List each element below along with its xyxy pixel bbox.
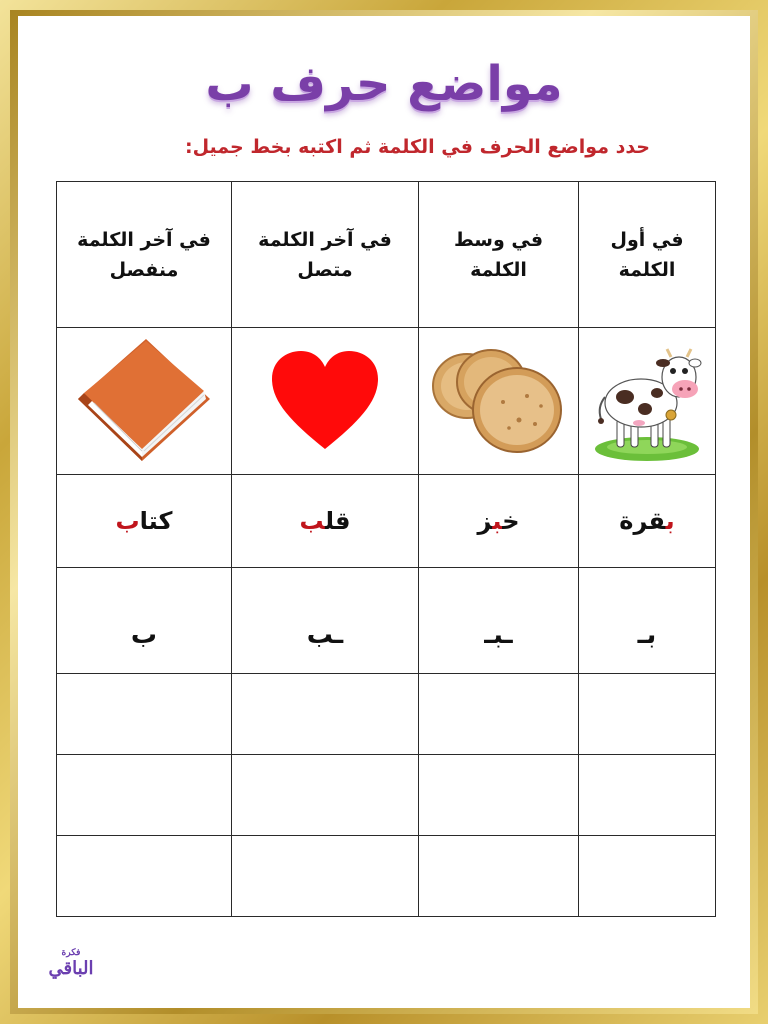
word-cell-heart [232, 475, 419, 568]
word-cell-cow [579, 475, 716, 568]
word-bread [477, 507, 519, 535]
header-row [57, 182, 716, 328]
practice-cell[interactable] [579, 674, 716, 755]
header-end-separate-line1: في آخر الكلمة [77, 228, 211, 251]
letter-form-end-separate: ب [130, 619, 158, 650]
worksheet-title: مواضع حرف ب [205, 56, 563, 112]
picture-cell-book [57, 328, 232, 475]
letter-position-table [56, 181, 716, 917]
letter-form-middle: ـبـ [484, 619, 513, 650]
word-cell-book [57, 475, 232, 568]
picture-cell-heart [232, 328, 419, 475]
practice-cell[interactable] [419, 836, 579, 917]
header-end-connected-line1: في آخر الكلمة [258, 228, 392, 251]
practice-cell[interactable] [232, 836, 419, 917]
letter-form-start: بـ [637, 619, 657, 650]
word-heart-before: قل [324, 507, 351, 535]
word-cow-after: قرة [619, 507, 666, 535]
header-start-line1: في أول [610, 228, 684, 251]
header-start-line2: الكلمة [618, 258, 676, 281]
heart-icon [270, 349, 380, 453]
logo-line2: الباقي [48, 958, 94, 979]
letter-form-end-connected: ـب [306, 619, 344, 650]
header-cell-end-separate [57, 182, 232, 328]
logo-line1: فكرة [61, 948, 81, 958]
picture-cell-cow [579, 328, 716, 475]
cow-icon [591, 337, 703, 465]
header-end-connected-line2: متصل [297, 258, 353, 281]
practice-cell[interactable] [579, 755, 716, 836]
practice-row [57, 755, 716, 836]
word-bread-after: ز [477, 507, 493, 535]
header-cell-middle [419, 182, 579, 328]
word-cell-bread [419, 475, 579, 568]
book-icon [74, 337, 214, 465]
author-logo [44, 948, 98, 988]
word-heart [300, 507, 351, 535]
word-cow [619, 507, 674, 535]
practice-cell[interactable] [57, 836, 232, 917]
practice-cell[interactable] [579, 836, 716, 917]
practice-cell[interactable] [419, 674, 579, 755]
practice-cell[interactable] [57, 755, 232, 836]
header-middle-line2: الكلمة [470, 258, 527, 281]
letter-form-row [57, 568, 716, 674]
word-heart-letter: ب [299, 507, 325, 535]
picture-cell-bread [419, 328, 579, 475]
letter-form-cell-start [579, 568, 716, 674]
word-bread-before: خ [502, 507, 520, 535]
instruction-text: حدد مواضع الحرف في الكلمة ثم اكتبه بخط جميل: [184, 136, 650, 158]
bread-icon [431, 344, 567, 458]
letter-form-cell-end-separate [57, 568, 232, 674]
header-cell-end-connected [232, 182, 419, 328]
letter-form-cell-middle [419, 568, 579, 674]
letter-form-cell-end-connected [232, 568, 419, 674]
word-bread-letter: ب [492, 507, 503, 535]
header-cell-start [579, 182, 716, 328]
practice-row [57, 674, 716, 755]
word-cow-letter: ب [665, 507, 675, 535]
word-book [116, 507, 173, 535]
word-book-letter: ب [115, 507, 140, 535]
practice-cell[interactable] [232, 674, 419, 755]
word-book-before: كتا [139, 507, 173, 535]
header-middle-line1: في وسط [453, 228, 544, 251]
word-row [57, 475, 716, 568]
picture-row [57, 328, 716, 475]
practice-row [57, 836, 716, 917]
practice-cell[interactable] [57, 674, 232, 755]
practice-cell[interactable] [232, 755, 419, 836]
header-end-separate-line2: منفصل [109, 258, 179, 281]
practice-cell[interactable] [419, 755, 579, 836]
